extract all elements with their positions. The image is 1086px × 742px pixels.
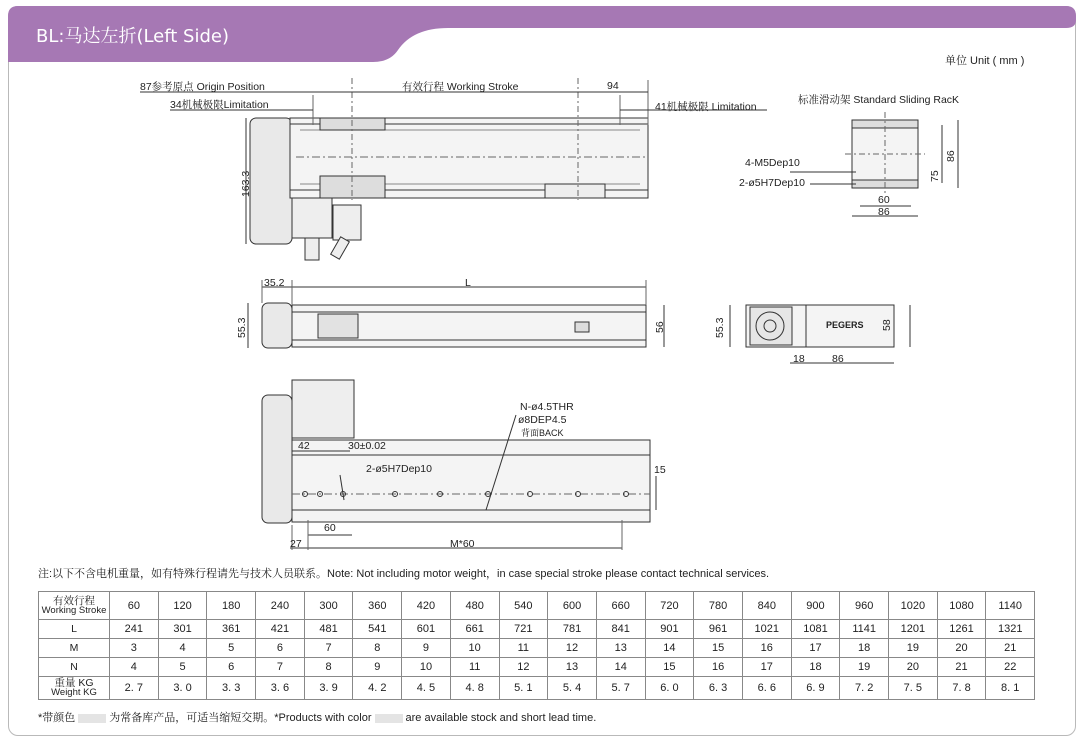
table-cell: 1140 bbox=[986, 592, 1035, 620]
table-cell: 5 bbox=[158, 658, 207, 677]
sliding-rack-title: 标准滑动架 Standard Sliding RacK bbox=[798, 94, 960, 106]
table-cell: 16 bbox=[742, 639, 791, 658]
origin-position-label: 87参考原点 Origin Position bbox=[140, 81, 265, 93]
table-cell: 60 bbox=[110, 592, 159, 620]
end-dim-55-3: 55.3 bbox=[714, 317, 726, 338]
table-cell: 120 bbox=[158, 592, 207, 620]
table-cell: 780 bbox=[694, 592, 743, 620]
table-cell: 840 bbox=[742, 592, 791, 620]
table-cell: 14 bbox=[645, 639, 694, 658]
footnote-part2: 为常备库产品，可适当缩短交期。*Products with color bbox=[109, 712, 372, 724]
table-cell: 11 bbox=[450, 658, 499, 677]
end-dim-58: 58 bbox=[881, 319, 893, 331]
table-row bbox=[39, 639, 1035, 658]
table-cell: 601 bbox=[402, 620, 451, 639]
table-cell: 3. 9 bbox=[304, 677, 353, 700]
row-header-en: Weight KG bbox=[51, 687, 97, 698]
table-cell: 21 bbox=[937, 658, 986, 677]
table-cell: 6 bbox=[207, 658, 256, 677]
table-cell: 6. 0 bbox=[645, 677, 694, 700]
table-cell: 15 bbox=[694, 639, 743, 658]
table-cell: 7. 8 bbox=[937, 677, 986, 700]
row-header-cn: N bbox=[70, 661, 78, 673]
stock-color-swatch-2 bbox=[375, 714, 403, 723]
table-cell: 480 bbox=[450, 592, 499, 620]
table-cell: 721 bbox=[499, 620, 548, 639]
dim-55-3: 55.3 bbox=[236, 317, 248, 338]
table-cell: 960 bbox=[840, 592, 889, 620]
table-cell: 1141 bbox=[840, 620, 889, 639]
table-cell: 841 bbox=[596, 620, 645, 639]
table-cell: 180 bbox=[207, 592, 256, 620]
table-cell: 5. 1 bbox=[499, 677, 548, 700]
back-label: 背面BACK bbox=[521, 428, 564, 438]
row-header-en: Working Stroke bbox=[41, 604, 107, 616]
table-cell: 3. 3 bbox=[207, 677, 256, 700]
row-header-cn: M bbox=[69, 642, 79, 654]
table-row bbox=[39, 677, 1035, 700]
end-dim-18: 18 bbox=[793, 353, 805, 365]
table-cell: 3. 6 bbox=[256, 677, 305, 700]
table-cell: 481 bbox=[304, 620, 353, 639]
table-cell: 19 bbox=[840, 658, 889, 677]
table-cell: 17 bbox=[791, 639, 840, 658]
table-cell: 360 bbox=[353, 592, 402, 620]
row-header bbox=[39, 592, 110, 620]
bottom-dim-60: 60 bbox=[324, 522, 336, 534]
unit-label: 单位 Unit ( mm ) bbox=[945, 55, 1025, 67]
rack-h86: 86 bbox=[945, 150, 957, 162]
table-cell: 11 bbox=[499, 639, 548, 658]
table-cell: 421 bbox=[256, 620, 305, 639]
table-cell: 5. 7 bbox=[596, 677, 645, 700]
table-cell: 12 bbox=[499, 658, 548, 677]
table-cell: 5. 4 bbox=[548, 677, 597, 700]
table-cell: 19 bbox=[889, 639, 938, 658]
table-cell: 4 bbox=[158, 639, 207, 658]
table-cell: 781 bbox=[548, 620, 597, 639]
table-cell: 8 bbox=[353, 639, 402, 658]
table-cell: 5 bbox=[207, 639, 256, 658]
row-header bbox=[39, 677, 110, 700]
table-cell: 4 bbox=[110, 658, 159, 677]
table-cell: 9 bbox=[402, 639, 451, 658]
table-cell: 10 bbox=[402, 658, 451, 677]
table-cell: 7 bbox=[256, 658, 305, 677]
table-cell: 541 bbox=[353, 620, 402, 639]
dim-L: L bbox=[465, 277, 471, 289]
end-view bbox=[730, 305, 910, 363]
page-title: BL:马达左折(Left Side) bbox=[36, 26, 229, 47]
dim-56: 56 bbox=[654, 321, 666, 333]
weight-note: 注:以下不含电机重量，如有特殊行程请先与技术人员联系。Note: Not including motor weight，in case special stroke please contact technical services. bbox=[38, 568, 770, 580]
pin-label: 2-ø5H7Dep10 bbox=[739, 177, 805, 189]
row-header-cn: 有效行程 bbox=[53, 594, 95, 607]
rack-w60: 60 bbox=[878, 194, 890, 206]
brand-logo: PEGERS bbox=[826, 320, 864, 330]
table-cell: 6. 6 bbox=[742, 677, 791, 700]
table-cell: 20 bbox=[937, 639, 986, 658]
table-cell: 7 bbox=[304, 639, 353, 658]
height-163: 163.3 bbox=[240, 170, 252, 197]
table-cell: 12 bbox=[548, 639, 597, 658]
table-cell: 361 bbox=[207, 620, 256, 639]
table-cell: 14 bbox=[596, 658, 645, 677]
table-cell: 6 bbox=[256, 639, 305, 658]
table-cell: 9 bbox=[353, 658, 402, 677]
table-cell: 3. 0 bbox=[158, 677, 207, 700]
table-cell: 21 bbox=[986, 639, 1035, 658]
row-header-cn: L bbox=[71, 623, 77, 635]
table-cell: 6. 9 bbox=[791, 677, 840, 700]
table-cell: 7. 5 bbox=[889, 677, 938, 700]
dim-M60: M*60 bbox=[450, 538, 475, 550]
dim-15: 15 bbox=[654, 464, 666, 476]
spec-table bbox=[38, 591, 1035, 700]
table-cell: 1201 bbox=[889, 620, 938, 639]
table-cell: 600 bbox=[548, 592, 597, 620]
table-cell: 1081 bbox=[791, 620, 840, 639]
table-cell: 13 bbox=[596, 639, 645, 658]
bottom-view bbox=[262, 380, 656, 550]
working-stroke-label: 有效行程 Working Stroke bbox=[402, 81, 519, 93]
stock-color-swatch bbox=[78, 714, 106, 723]
footnote-part1: *带颜色 bbox=[38, 712, 76, 724]
m5-label: 4-M5Dep10 bbox=[745, 157, 800, 169]
table-cell: 18 bbox=[791, 658, 840, 677]
row-header-cn: 重量 KG bbox=[54, 677, 94, 689]
dim-35-2: 35.2 bbox=[264, 277, 285, 289]
table-cell: 18 bbox=[840, 639, 889, 658]
table-cell: 8. 1 bbox=[986, 677, 1035, 700]
side-view bbox=[248, 280, 664, 348]
table-cell: 901 bbox=[645, 620, 694, 639]
rack-h75: 75 bbox=[929, 170, 941, 182]
table-cell: 1321 bbox=[986, 620, 1035, 639]
table-cell: 1261 bbox=[937, 620, 986, 639]
table-cell: 13 bbox=[548, 658, 597, 677]
end-dim-86: 86 bbox=[832, 353, 844, 365]
table-cell: 10 bbox=[450, 639, 499, 658]
table-cell: 720 bbox=[645, 592, 694, 620]
dim-27: 27 bbox=[290, 538, 302, 550]
table-cell: 961 bbox=[694, 620, 743, 639]
table-cell: 22 bbox=[986, 658, 1035, 677]
table-cell: 301 bbox=[158, 620, 207, 639]
table-cell: 240 bbox=[256, 592, 305, 620]
table-cell: 241 bbox=[110, 620, 159, 639]
table-cell: 1020 bbox=[889, 592, 938, 620]
table-cell: 16 bbox=[694, 658, 743, 677]
table-cell: 8 bbox=[304, 658, 353, 677]
bottom-pin-label: 2-ø5H7Dep10 bbox=[366, 463, 432, 475]
table-cell: 300 bbox=[304, 592, 353, 620]
table-cell: 4. 8 bbox=[450, 677, 499, 700]
rack-w86: 86 bbox=[878, 206, 890, 218]
table-cell: 661 bbox=[450, 620, 499, 639]
table-cell: 15 bbox=[645, 658, 694, 677]
table-cell: 4. 2 bbox=[353, 677, 402, 700]
table-cell: 3 bbox=[110, 639, 159, 658]
table-cell: 1080 bbox=[937, 592, 986, 620]
row-header bbox=[39, 639, 110, 658]
table-cell: 540 bbox=[499, 592, 548, 620]
table-cell: 7. 2 bbox=[840, 677, 889, 700]
table-cell: 6. 3 bbox=[694, 677, 743, 700]
table-row bbox=[39, 592, 1035, 620]
dim-94: 94 bbox=[607, 80, 619, 92]
stock-footnote bbox=[38, 709, 596, 725]
table-cell: 420 bbox=[402, 592, 451, 620]
row-header bbox=[39, 658, 110, 677]
table-cell: 4. 5 bbox=[402, 677, 451, 700]
right-limit-label: 41机械极限 Limitation bbox=[655, 101, 757, 113]
table-cell: 2. 7 bbox=[110, 677, 159, 700]
table-cell: 660 bbox=[596, 592, 645, 620]
dim-42: 42 bbox=[298, 440, 310, 452]
footnote-part3: are available stock and short lead time. bbox=[405, 712, 597, 724]
table-row bbox=[39, 620, 1035, 639]
sliding-rack-view bbox=[790, 112, 958, 216]
table-row bbox=[39, 658, 1035, 677]
table-cell: 900 bbox=[791, 592, 840, 620]
dim-30: 30±0.02 bbox=[348, 440, 386, 452]
table-cell: 20 bbox=[889, 658, 938, 677]
left-limit-label: 34机械极限Limitation bbox=[170, 99, 269, 111]
table-cell: 1021 bbox=[742, 620, 791, 639]
table-cell: 17 bbox=[742, 658, 791, 677]
dep-label: ø8DEP4.5 bbox=[518, 414, 567, 426]
row-header bbox=[39, 620, 110, 639]
thr-label: N-ø4.5THR bbox=[520, 401, 574, 413]
